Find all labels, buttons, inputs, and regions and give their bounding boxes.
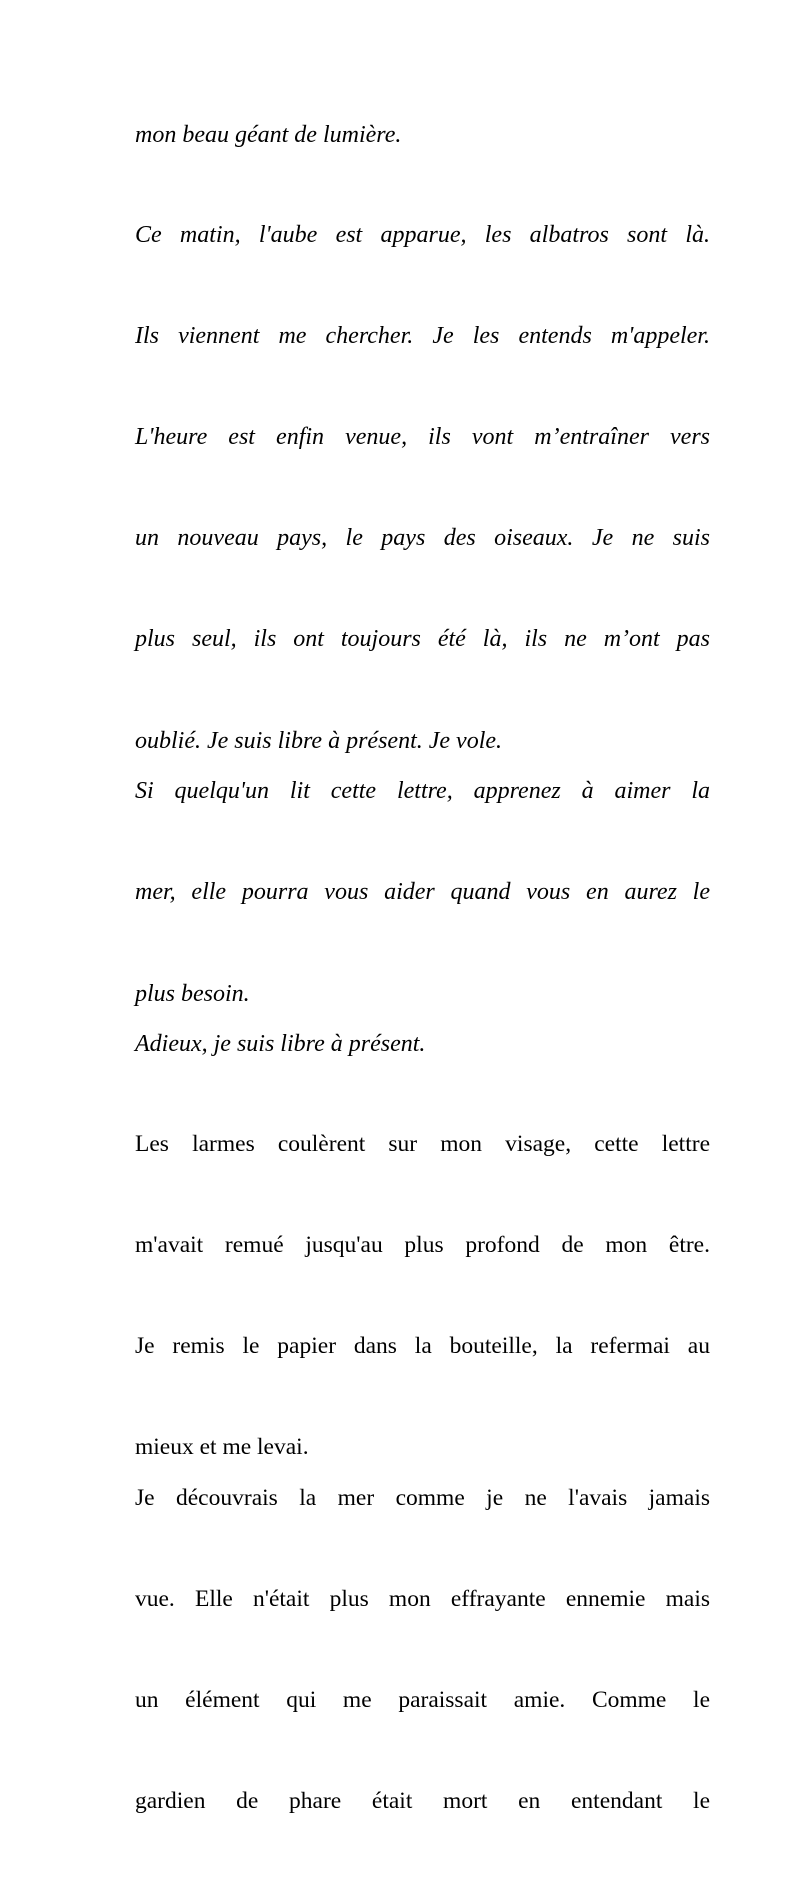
paragraph-narrative-tears	[135, 1119, 710, 1473]
text-line: un élément qui me paraissait amie. Comme le	[135, 1687, 710, 1714]
text-line: mieux et me levai.	[135, 1434, 309, 1461]
narrative-block	[135, 1119, 710, 1878]
block-gap	[135, 1070, 710, 1119]
paragraph-letter-closing-fragment	[135, 110, 710, 161]
text-line: plus seul, ils ont toujours été là, ils ne m’ont pas	[135, 626, 710, 653]
paragraph-gap	[135, 161, 710, 210]
letter-block	[135, 110, 710, 1070]
text-line: mon beau géant de lumière.	[135, 122, 402, 148]
text-line: Ce matin, l'aube est apparue, les albatros sont là.	[135, 221, 710, 248]
text-column	[135, 0, 710, 1878]
text-line: mer, elle pourra vous aider quand vous en aurez le	[135, 879, 710, 906]
paragraph-narrative-sea	[135, 1473, 710, 1878]
text-line: oublié. Je suis libre à présent. Je vole.	[135, 727, 503, 754]
text-line: Adieux, je suis libre à présent.	[135, 1031, 426, 1058]
text-line: L'heure est enfin venue, ils vont m’entraîner vers	[135, 423, 710, 450]
paragraph-letter-farewell	[135, 1019, 710, 1070]
text-line: gardien de phare était mort en entendant le	[135, 1788, 710, 1815]
text-line: Je remis le papier dans la bouteille, la refermai au	[135, 1333, 710, 1360]
paragraph-letter-dawn	[135, 210, 710, 767]
text-line: Les larmes coulèrent sur mon visage, cette lettre	[135, 1130, 710, 1157]
text-line: plus besoin.	[135, 980, 250, 1007]
text-line: m'avait remué jusqu'au plus profond de mon être.	[135, 1231, 710, 1258]
text-line: Je découvrais la mer comme je ne l'avais jamais	[135, 1484, 710, 1511]
text-line: Si quelqu'un lit cette lettre, apprenez à aimer la	[135, 778, 710, 805]
text-line: Ils viennent me chercher. Je les entends m'appeler.	[135, 322, 710, 349]
paragraph-letter-plea	[135, 766, 710, 1019]
text-line: un nouveau pays, le pays des oiseaux. Je ne suis	[135, 525, 710, 552]
text-line: vue. Elle n'était plus mon effrayante ennemie mais	[135, 1586, 710, 1613]
top-margin-spacer	[135, 0, 710, 110]
